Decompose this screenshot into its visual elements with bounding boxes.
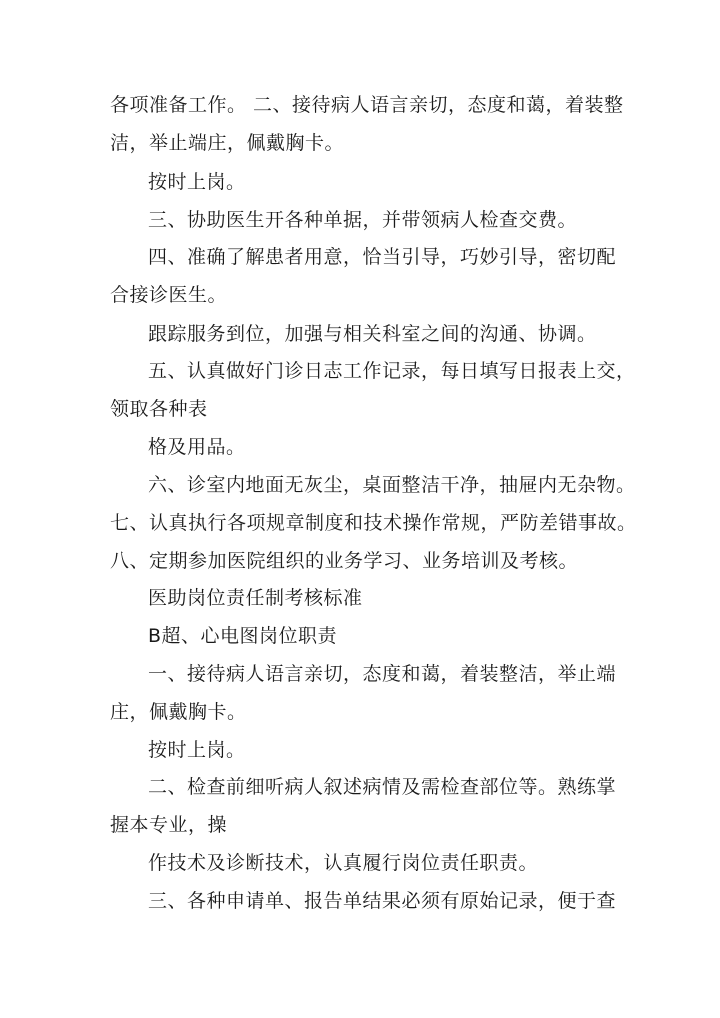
text-line: 二、检查前细听病人叙述病情及需检查部位等。熟练掌 [148, 776, 617, 798]
text-line: 握本专业，操 [110, 814, 228, 836]
text-line: 按时上岗。 [148, 171, 246, 193]
text-line: 一、接待病人语言亲切，态度和蔼，着装整洁，举止端 [148, 663, 617, 685]
text-line: 作技术及诊断技术，认真履行岗位责任职责。 [148, 852, 539, 874]
text-line: 按时上岗。 [148, 739, 246, 761]
text-line: 各项准备工作。 二、接待病人语言亲切，态度和蔼，着装整 [110, 94, 624, 116]
text-line: 跟踪服务到位，加强与相关科室之间的沟通、协调。 [148, 323, 597, 345]
text-line: 格及用品。 [148, 436, 246, 458]
text-line: 五、认真做好门诊日志工作记录，每日填写日报表上交， [148, 360, 636, 382]
text-line: 医助岗位责任制考核标准 [148, 587, 363, 609]
text-line: 领取各种表 [110, 398, 208, 420]
text-line: B超、心电图岗位职责 [148, 625, 338, 647]
text-line: 八、定期参加医院组织的业务学习、业务培训及考核。 [110, 550, 579, 572]
text-line: 三、协助医生开各种单据，并带领病人检查交费。 [148, 209, 578, 231]
text-line: 庄，佩戴胸卡。 [110, 701, 247, 723]
text-line: 三、各种申请单、报告单结果必须有原始记录，便于查 [148, 890, 617, 912]
text-line: 洁，举止端庄，佩戴胸卡。 [110, 132, 345, 154]
text-line: 七、认真执行各项规章制度和技术操作常规，严防差错事故。 [110, 512, 637, 534]
text-line: 四、准确了解患者用意，恰当引导，巧妙引导，密切配 [148, 246, 617, 268]
text-line: 六、诊室内地面无灰尘，桌面整洁干净，抽屉内无杂物。 [148, 474, 636, 496]
text-line: 合接诊医生。 [110, 284, 228, 306]
